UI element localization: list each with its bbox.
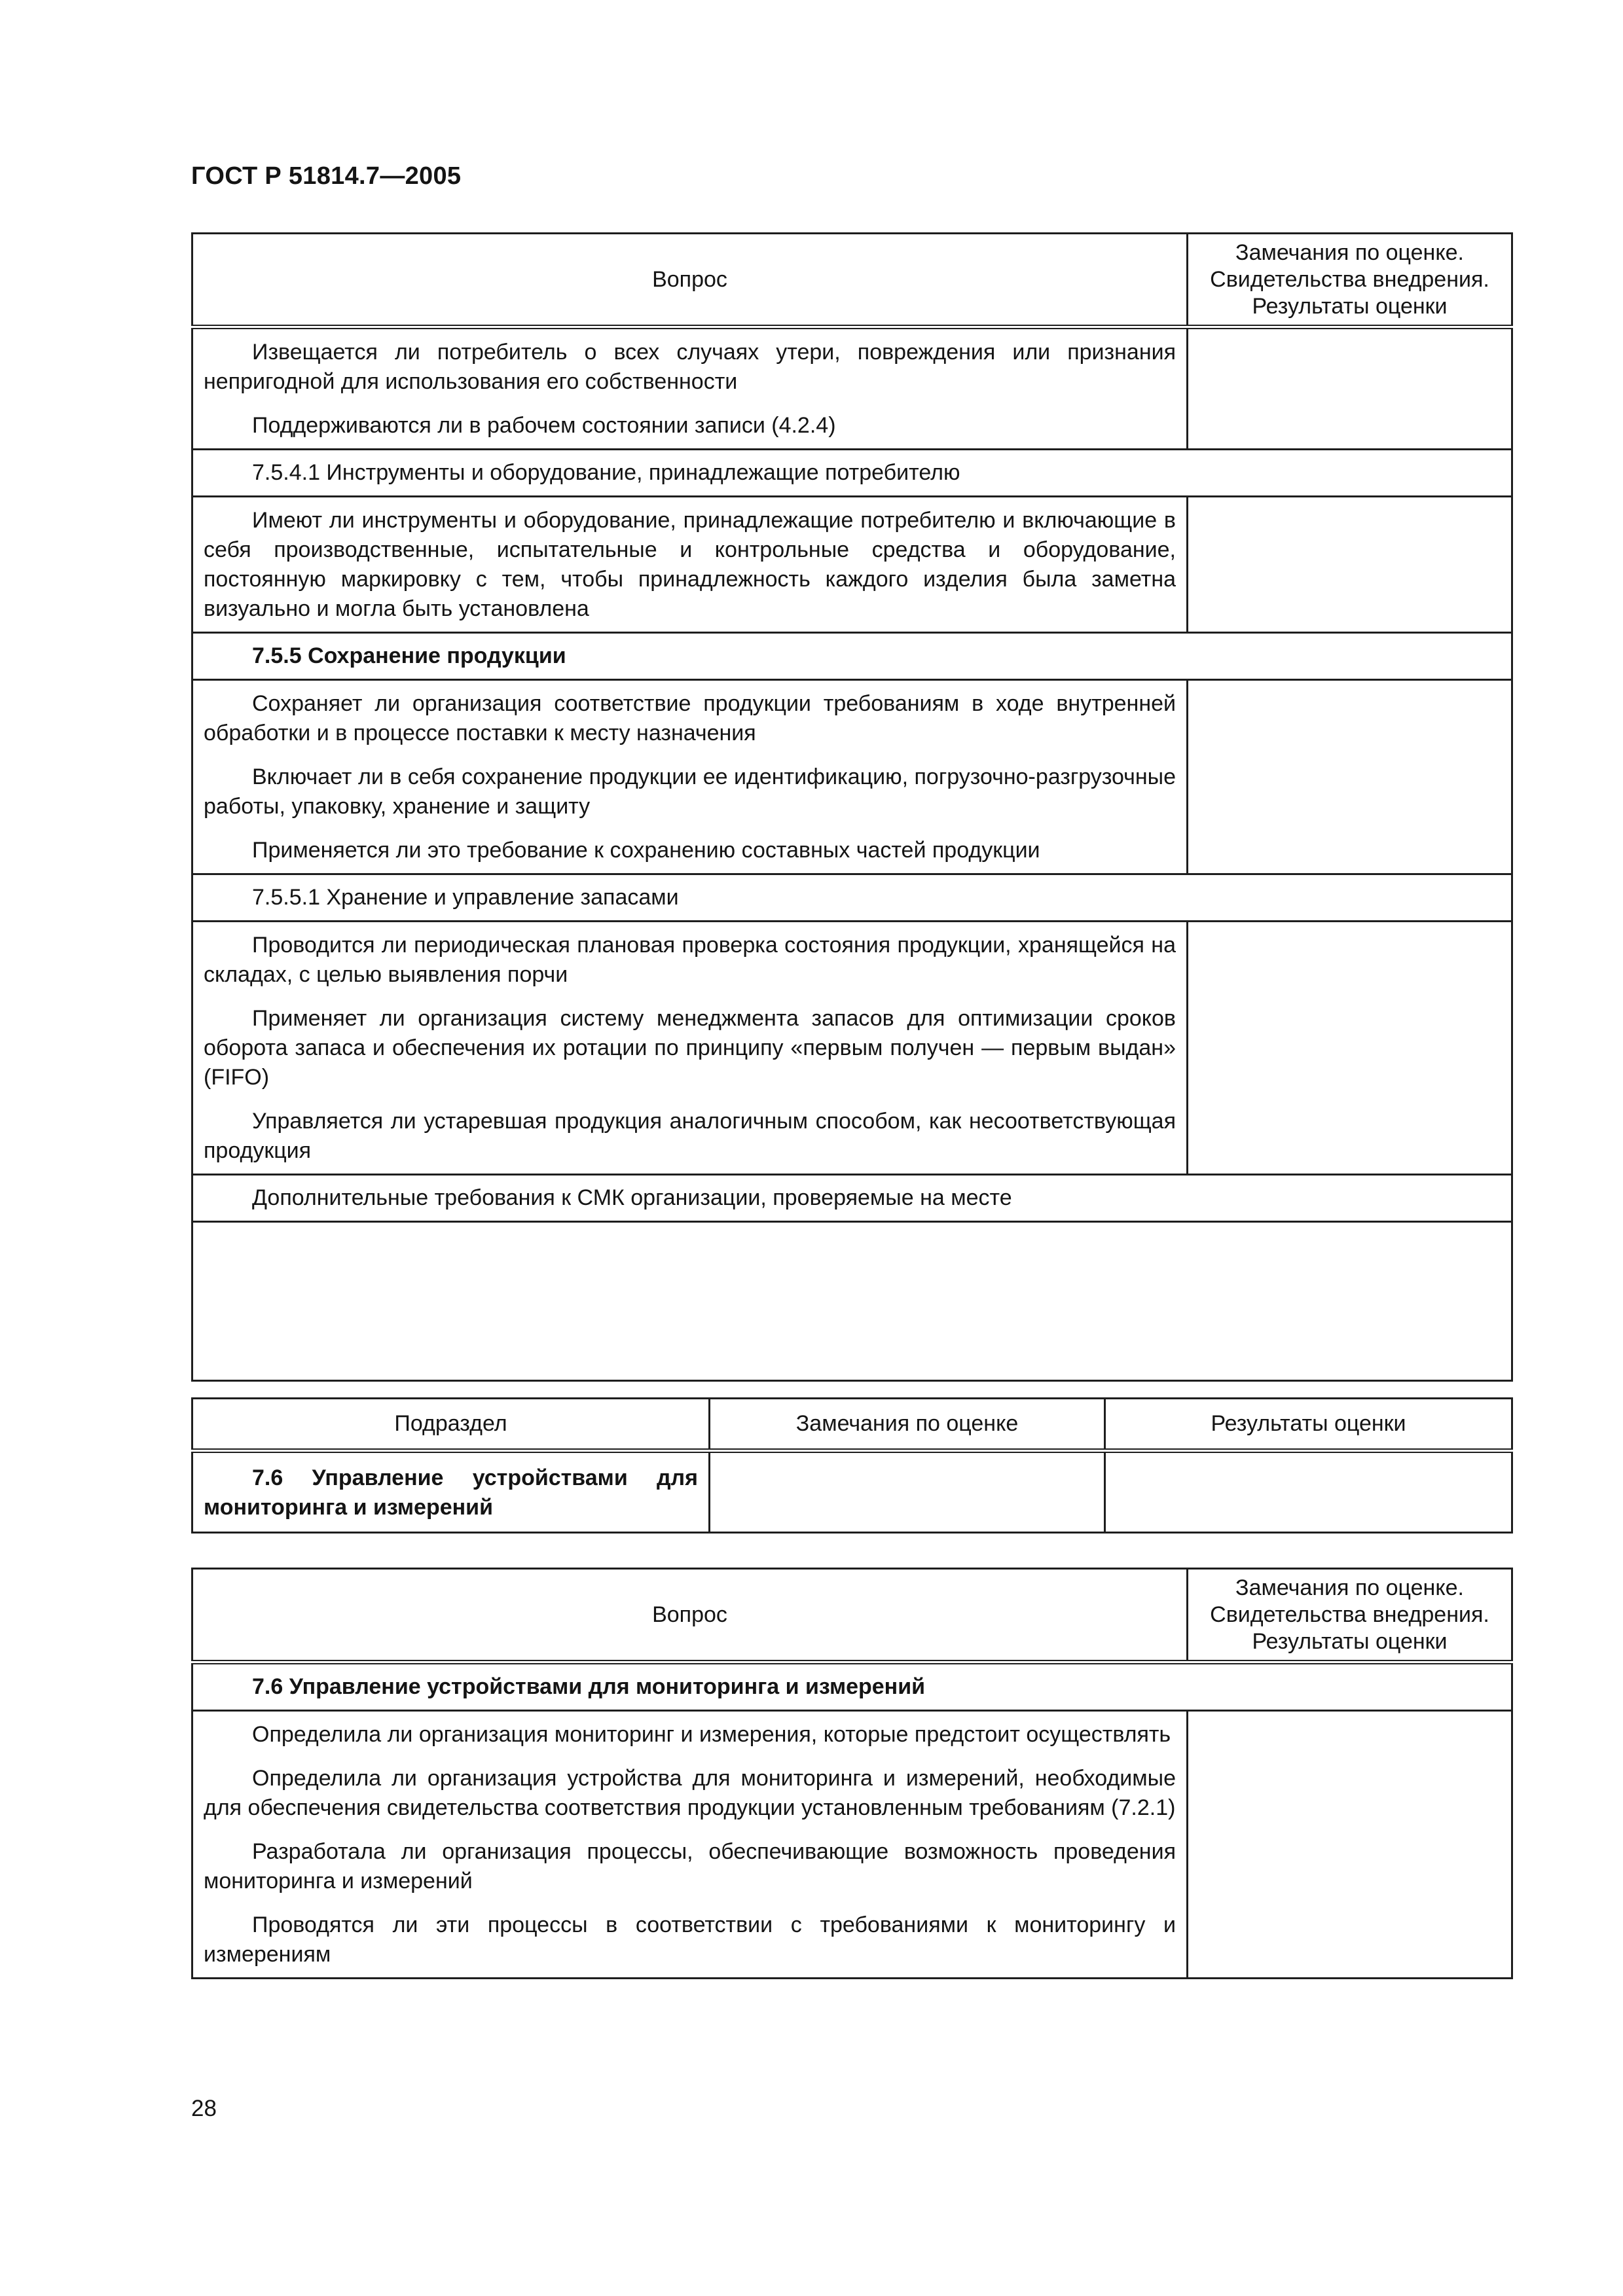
subsection-title (192, 1451, 710, 1533)
column-header-remarks (1188, 234, 1512, 327)
table-header-row (192, 234, 1512, 327)
question-text: Применяется ли это требование к сохранению составных частей продукции (252, 838, 1040, 863)
section-heading: Дополнительные требования к СМК организации, проверяемые на месте (192, 1175, 1512, 1222)
table-row (192, 1222, 1512, 1381)
question-text: Включает ли в себя сохранение продукции ее идентификацию, погрузочно-разгрузочные работы, упаковку, хранение и защиту (204, 764, 1176, 819)
remarks-cell[interactable] (1188, 922, 1512, 1175)
results-cell[interactable] (1105, 1451, 1512, 1533)
table-row (192, 1711, 1512, 1979)
question-cell (192, 1711, 1188, 1979)
question-text: Применяет ли организация систему менеджмента запасов для оптимизации сроков оборота запаса и обеспечения их ротации по принципу «первым получен — первым выдан» (FIFO) (204, 1006, 1176, 1090)
table-row (192, 497, 1512, 633)
remarks-cell[interactable] (1188, 680, 1512, 874)
question-text: Сохраняет ли организация соответствие продукции требованиям в ходе внутренней обработки и в процессе поставки к месту назначения (204, 691, 1176, 745)
column-header-question: Вопрос (192, 1569, 1188, 1662)
document-code: ГОСТ Р 51814.7—2005 (191, 162, 462, 190)
question-text: Проводятся ли эти процессы в соответствии с требованиями к мониторингу и измерениям (204, 1912, 1176, 1967)
table-row (192, 1175, 1512, 1222)
table-header-row (192, 1399, 1512, 1451)
table-row (192, 1662, 1512, 1711)
table-row (192, 327, 1512, 450)
remarks-cell[interactable] (1188, 497, 1512, 633)
question-table-7-5 (191, 232, 1513, 1382)
question-cell (192, 497, 1188, 633)
remarks-header-line-2: Свидетельства внедрения. (1210, 1602, 1489, 1627)
table-row (192, 1451, 1512, 1533)
additional-requirements-cell[interactable] (192, 1222, 1512, 1381)
remarks-header-line-3: Результаты оценки (1252, 293, 1448, 319)
table-row (192, 450, 1512, 497)
remarks-cell[interactable] (1188, 1711, 1512, 1979)
section-heading: 7.5.4.1 Инструменты и оборудование, принадлежащие потребителю (192, 450, 1512, 497)
subsection-title-text: 7.6 Управление устройствами для мониторинга и измерений (204, 1465, 698, 1520)
column-header-results: Результаты оценки (1105, 1399, 1512, 1451)
section-heading: 7.5.5 Сохранение продукции (192, 633, 1512, 680)
table-row (192, 874, 1512, 922)
remarks-cell[interactable] (710, 1451, 1105, 1533)
section-heading: 7.6 Управление устройствами для мониторинга и измерений (192, 1662, 1512, 1711)
question-cell (192, 327, 1188, 450)
table-row (192, 633, 1512, 680)
question-text: Извещается ли потребитель о всех случаях утери, повреждения или признания непригодной для использования его собственности (204, 340, 1176, 394)
section-heading: 7.5.5.1 Хранение и управление запасами (192, 874, 1512, 922)
question-text: Управляется ли устаревшая продукция аналогичным способом, как несоответствующая продукция (204, 1109, 1176, 1163)
question-cell (192, 922, 1188, 1175)
question-text: Разработала ли организация процессы, обеспечивающие возможность проведения мониторинга и измерений (204, 1839, 1176, 1893)
remarks-header-line-3: Результаты оценки (1252, 1628, 1448, 1654)
remarks-header-line-2: Свидетельства внедрения. (1210, 266, 1489, 292)
column-header-remarks: Замечания по оценке (710, 1399, 1105, 1451)
column-header-subsection: Подраздел (192, 1399, 710, 1451)
question-text: Поддерживаются ли в рабочем состоянии записи (4.2.4) (252, 413, 836, 438)
question-text: Определила ли организация мониторинг и измерения, которые предстоит осуществлять (252, 1722, 1171, 1747)
question-cell (192, 680, 1188, 874)
table-header-row (192, 1569, 1512, 1662)
table-row (192, 680, 1512, 874)
table-row (192, 922, 1512, 1175)
question-text: Имеют ли инструменты и оборудование, принадлежащие потребителю и включающие в себя производственные, испытательные и контрольные средства и оборудование, постоянную маркировку с тем, чтобы принадлежность каждого изделия была заметна визуально и могла быть установлена (204, 508, 1176, 621)
question-text: Проводится ли периодическая плановая проверка состояния продукции, хранящейся на складах, с целью выявления порчи (204, 933, 1176, 987)
remarks-header-line-1: Замечания по оценке. (1235, 1575, 1464, 1600)
question-table-7-6 (191, 1568, 1513, 1979)
subsection-table-7-6 (191, 1397, 1513, 1534)
column-header-question: Вопрос (192, 234, 1188, 327)
question-text: Определила ли организация устройства для мониторинга и измерений, необходимые для обеспечения свидетельства соответствия продукции установленным требованиям (7.2.1) (204, 1766, 1176, 1820)
remarks-header-line-1: Замечания по оценке. (1235, 240, 1464, 265)
page-number: 28 (191, 2096, 217, 2121)
remarks-cell[interactable] (1188, 327, 1512, 450)
column-header-remarks (1188, 1569, 1512, 1662)
